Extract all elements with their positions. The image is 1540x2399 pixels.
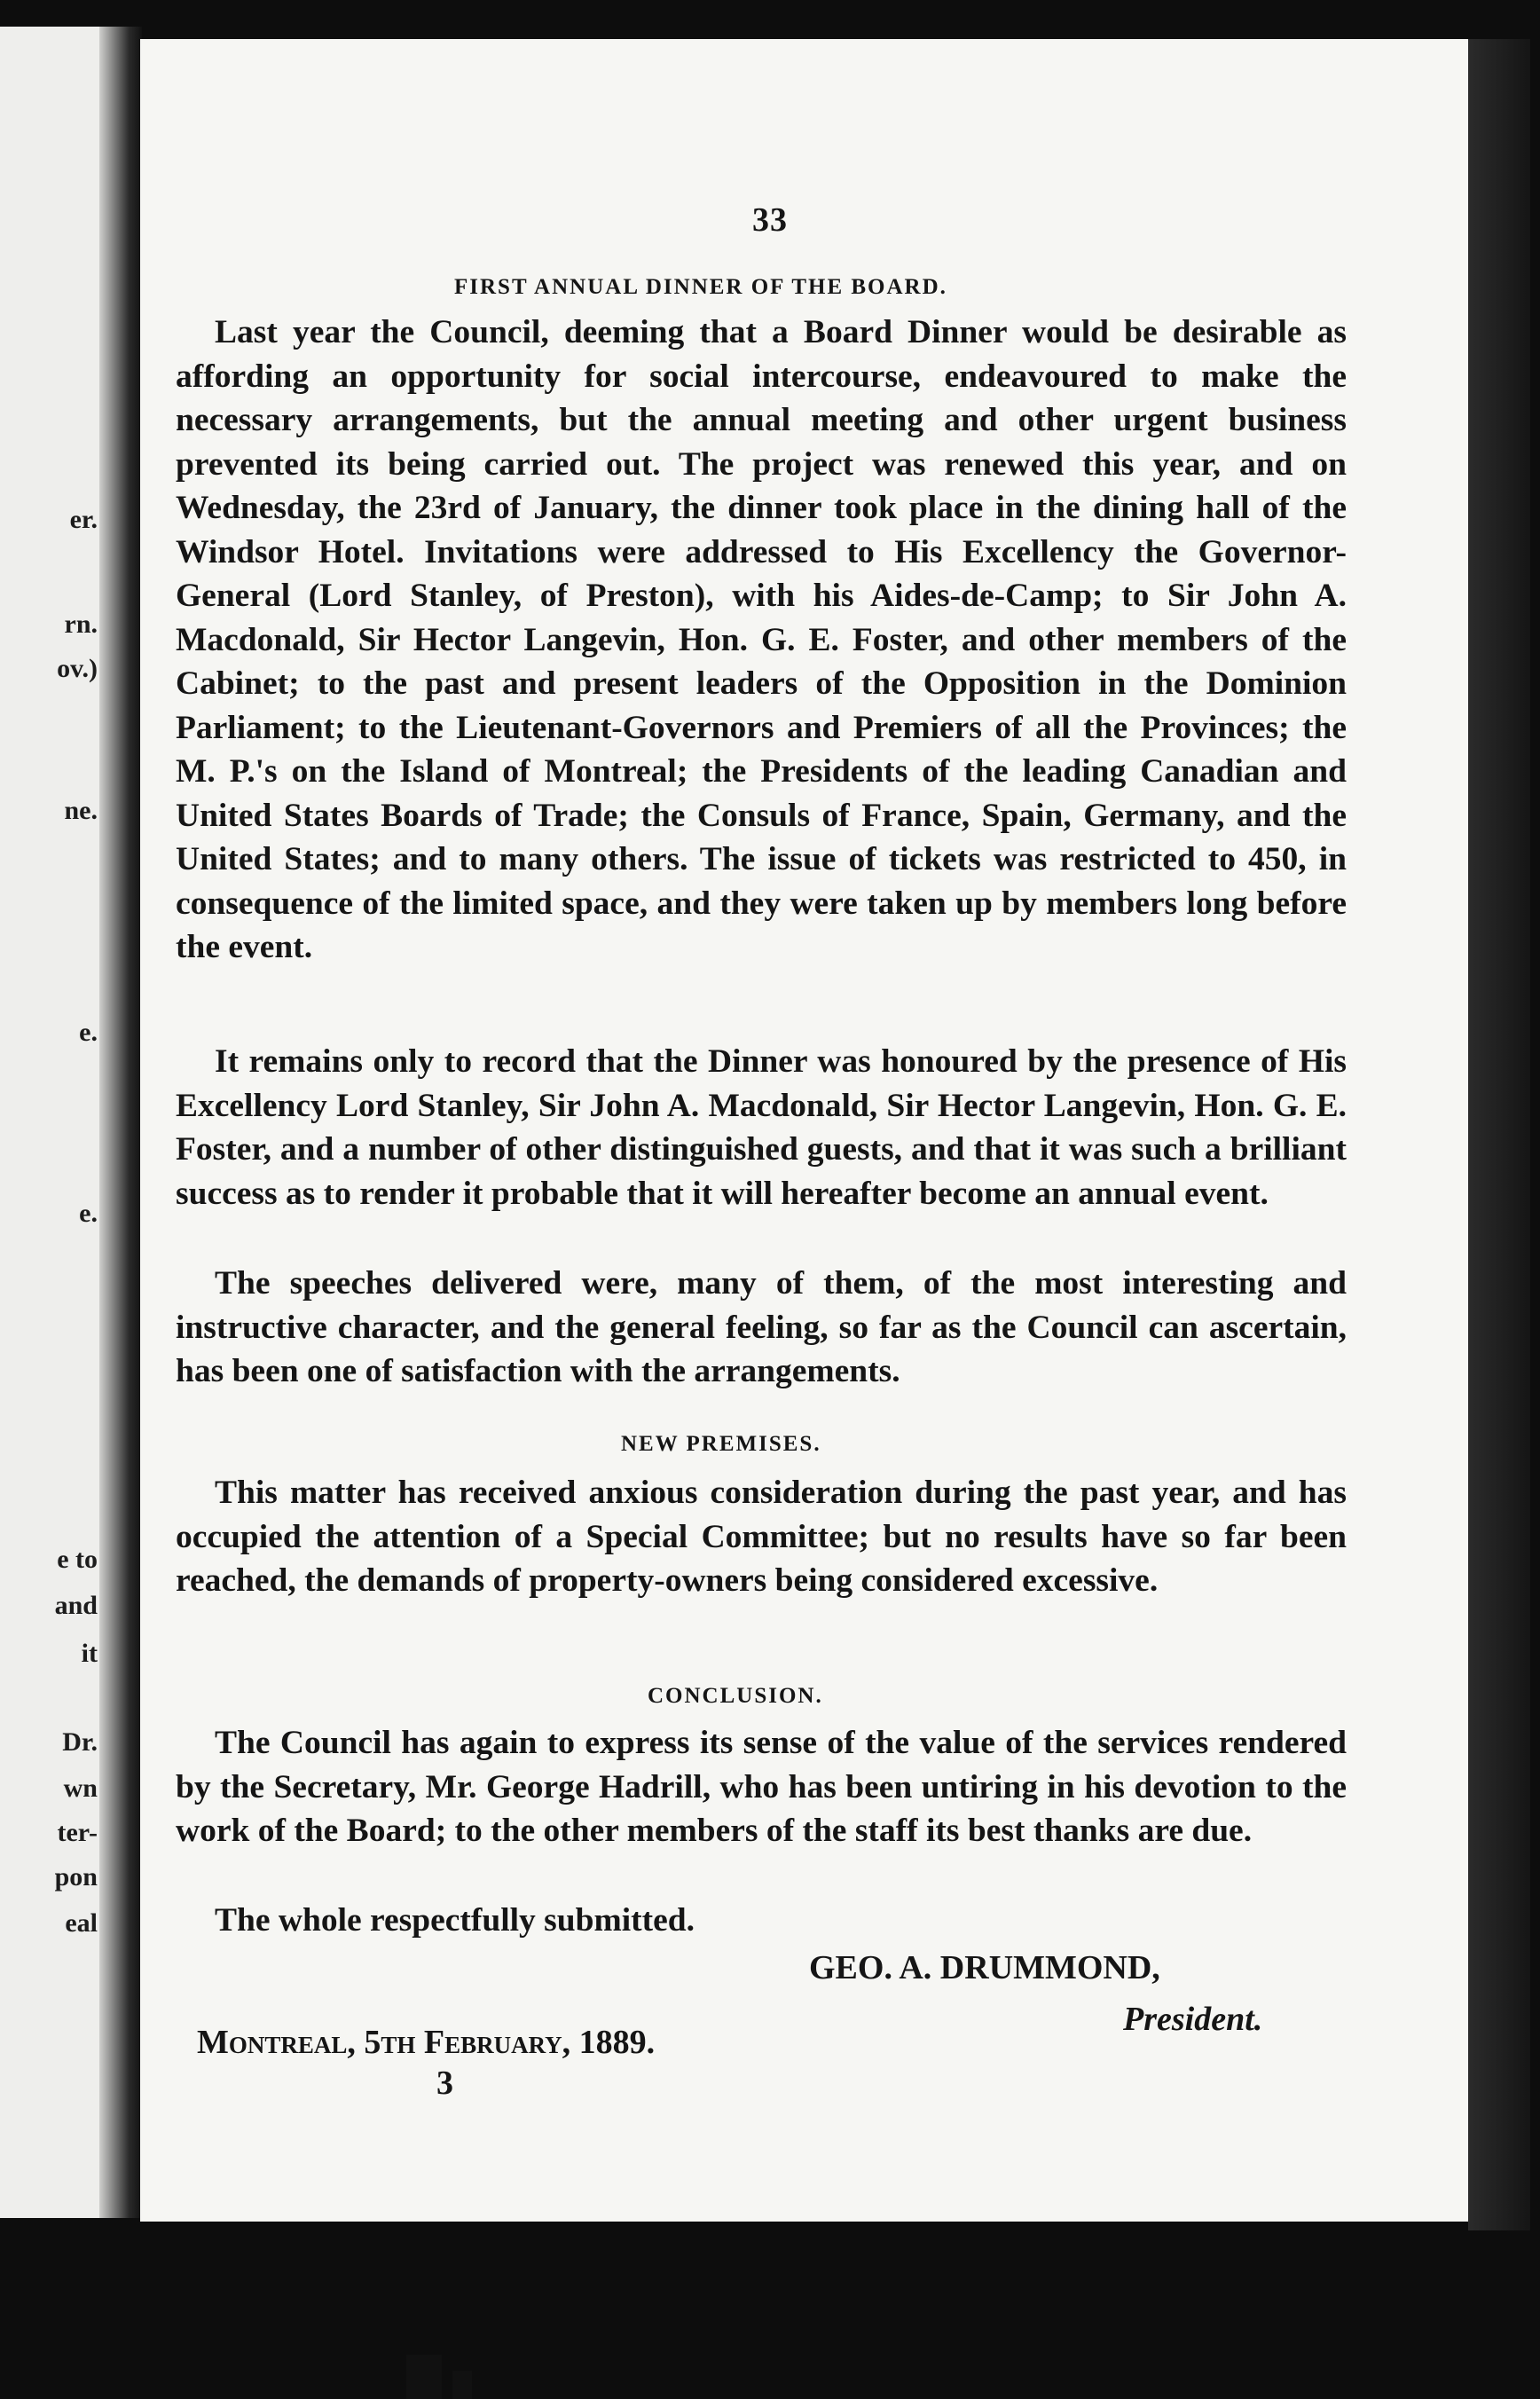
fringe-text: and (54, 1591, 98, 1620)
book-gutter (99, 27, 142, 2218)
fringe-text: ter- (57, 1818, 98, 1847)
binding-mark (452, 2371, 472, 2399)
fringe-text: ov.) (57, 654, 98, 683)
paragraph: The Council has again to express its sense of the value of the services rendered by the Secretary, Mr. George Hadrill, who has been untiring in his devotion to the work of the Board; to the other members of the staff its best thanks are due. (176, 1725, 1347, 1849)
fringe-text: er. (69, 505, 98, 534)
right-page-stack (1468, 39, 1530, 2230)
paragraph: Last year the Council, deeming that a Board Dinner would be desirable as affording an opportunity for social intercourse, endeavoured to make the necessary arrangements, but the annual meeting and other urgent business prevented its being carried out. The project was renewed this year, and on Wednesday, the 23rd of January, the dinner took place in the dining hall of the Windsor Hotel. Invitations were addressed to His Excellency the Governor-General (Lord Stanley, of Preston), with his Aides-de-Camp; to Sir John A. Macdonald, Sir Hector Langevin, Hon. G. E. Foster, and other members of the Cabinet; to the past and present leaders of the Opposition in the Dominion Parliament; to the Lieutenant-Governors and Premiers of all the Provinces; the M. P.'s on the Island of Montreal; the Presidents of the leading Canadian and United States Boards of Trade; the Consuls of France, Spain, Germany, and the United States; and to many others. The issue of tickets was restricted to 450, in consequence of the limited space, and they were taken up by members long before the event. (176, 314, 1347, 965)
fringe-text: wn (63, 1774, 98, 1803)
paragraph: This matter has received anxious consideration during the past year, and has occupied the attention of a Special Committee; but no results have so far been reached, the demands of property-owners being considered excessive. (176, 1475, 1347, 1599)
section-heading: NEW PREMISES. (621, 1432, 821, 1456)
fringe-text: e. (79, 1199, 98, 1228)
paragraph: The speeches delivered were, many of them, of the most interesting and instructive character, and the general feeling, so far as the Council can ascertain, has been one of satisfaction with the arrangements. (176, 1265, 1347, 1389)
fringe-text: it (81, 1639, 98, 1668)
paragraph: The whole respectfully submitted. (215, 1902, 695, 1939)
fringe-text: ne. (64, 796, 98, 825)
fringe-text: e. (79, 1018, 98, 1047)
fringe-text: pon (54, 1862, 98, 1892)
signature-mark: 3 (436, 2065, 453, 2102)
section-heading: CONCLUSION. (648, 1684, 823, 1708)
fringe-text: e to (57, 1545, 98, 1574)
page-number: 33 (752, 201, 788, 239)
fringe-text: rn. (64, 610, 98, 639)
fringe-text: Dr. (62, 1727, 98, 1757)
place-date: Montreal, 5th February, 1889. (197, 2024, 656, 2061)
signature-title: President. (1123, 2001, 1263, 2038)
section-heading: FIRST ANNUAL DINNER OF THE BOARD. (454, 275, 947, 299)
paragraph: It remains only to record that the Dinner was honoured by the presence of His Excellency Lord Stanley, Sir John A. Macdonald, Sir Hector Langevin, Hon. G. E. Foster, and a number of other distinguished guests, and that it was such a brilliant success as to render it probable that it will hereafter become an annual event. (176, 1043, 1347, 1212)
signature-name: GEO. A. DRUMMOND, (809, 1949, 1160, 1986)
fringe-text: eal (65, 1908, 98, 1938)
binding-mark (406, 2355, 442, 2399)
